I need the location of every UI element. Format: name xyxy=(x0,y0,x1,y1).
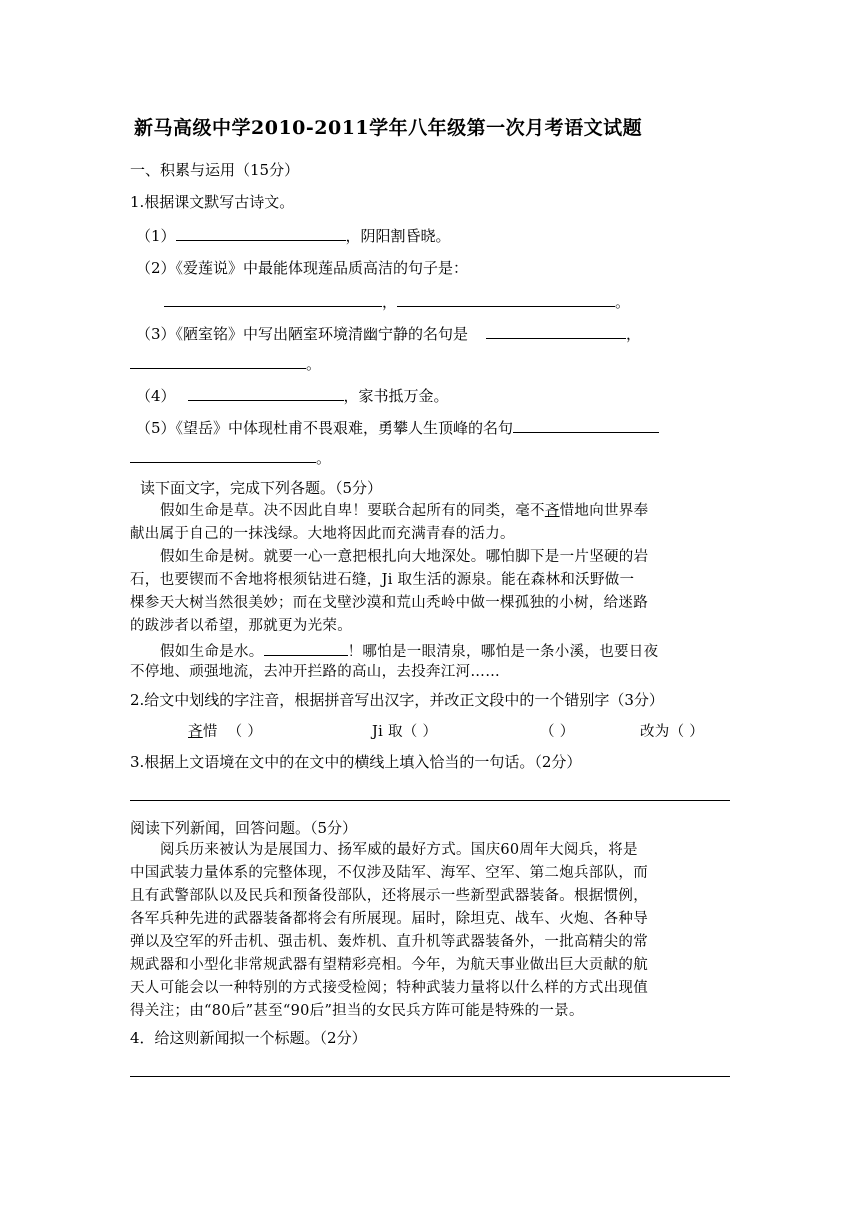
passage-line: 的跋涉者以希望，那就更为光荣。 xyxy=(130,618,352,634)
section-heading: 一、积累与运用（15分） xyxy=(130,161,300,179)
news-intro: 阅读下列新闻，回答问题。（5分） xyxy=(130,819,358,837)
news-line: 规武器和小型化非常规武器有望精彩亮相。今年，为航天事业做出巨大贡献的航 xyxy=(130,957,648,973)
answer-blank[interactable] xyxy=(513,416,659,433)
passage-line: 不停地、顽强地流，去冲开拦路的高山，去投奔江河…… xyxy=(130,664,500,680)
passage-line: 假如生命是树。就要一心一意把根扎向大地深处。哪怕脚下是一片坚硬的岩 xyxy=(160,549,649,565)
underlined-char: 吝 xyxy=(544,503,560,519)
q2-answer-b[interactable]: Ji 取（ ） xyxy=(372,724,438,740)
news-line: 各军兵种先进的武器装备都将会有所展现。届时，除坦克、战车、火炮、各种导 xyxy=(130,911,648,927)
exam-title: 新马高级中学2010-2011学年八年级第一次月考语文试题 xyxy=(134,117,643,139)
passage-line: 假如生命是草。决不因此自卑！要联合起所有的同类，毫不吝惜地向世界奉 xyxy=(160,503,649,519)
q1-item-2: （2）《爱莲说》中最能体现莲品质高洁的句子是： xyxy=(136,259,469,277)
q1-item-1: （1） ，阴阳割昏晓。 xyxy=(136,224,451,246)
q1-item-4: （4） ，家书抵万金。 xyxy=(136,384,449,406)
answer-blank[interactable] xyxy=(486,322,626,339)
news-line: 弹以及空军的歼击机、强击机、轰炸机、直升机等武器装备外，一批高精尖的常 xyxy=(130,934,648,950)
q1-item-2-blanks: ， 。 xyxy=(164,290,630,312)
question-1: 1.根据课文默写古诗文。 xyxy=(130,193,295,211)
news-line: 天人可能会以一种特别的方式接受检阅；特种武装力量将以什么样的方式出现值 xyxy=(130,980,648,996)
answer-line[interactable] xyxy=(130,800,730,801)
q2-answer-c[interactable]: （ ） xyxy=(540,724,575,740)
passage-line: 棵参天大树当然很美妙；而在戈壁沙漠和荒山秃岭中做一棵孤独的小树，给迷路 xyxy=(130,595,648,611)
answer-blank[interactable] xyxy=(130,352,306,369)
answer-blank[interactable] xyxy=(164,290,382,307)
q1-item-5-cont: 。 xyxy=(130,446,331,468)
answer-line[interactable] xyxy=(130,1076,730,1077)
news-line: 中国武装力量体系的完整体现，不仅涉及陆军、海军、空军、第二炮兵部队，而 xyxy=(130,865,648,881)
news-line: 阅兵历来被认为是展国力、扬军威的最好方式。国庆60周年大阅兵，将是 xyxy=(160,842,638,858)
q2-answer-d[interactable]: 改为（ ） xyxy=(640,724,705,740)
question-4: 4．给这则新闻拟一个标题。（2分） xyxy=(130,1029,367,1047)
reading-intro: 读下面文字，完成下列各题。（5分） xyxy=(140,479,383,497)
answer-blank[interactable] xyxy=(397,290,615,307)
passage-line: 献出属于自己的一抹浅绿。大地将因此而充满青春的活力。 xyxy=(130,526,515,542)
question-2: 2.给文中划线的字注音，根据拼音写出汉字，并改正文段中的一个错别字（3分） xyxy=(130,691,664,709)
question-3: 3.根据上文语境在文中的在文中的横线上填入恰当的一句话。（2分） xyxy=(130,753,582,771)
answer-blank[interactable] xyxy=(176,224,346,241)
news-line: 且有武警部队以及民兵和预备役部队，还将展示一些新型武器装备。根据惯例， xyxy=(130,888,648,904)
q1-item-3: （3）《陋室铭》中写出陋室环境清幽宁静的名句是 ， xyxy=(136,322,641,344)
q2-answer-a: 吝惜 （ ） xyxy=(188,724,263,740)
q1-item-5: （5）《望岳》中体现杜甫不畏艰难，勇攀人生顶峰的名句 xyxy=(136,416,659,438)
passage-line: 假如生命是水。 ！哪怕是一眼清泉，哪怕是一条小溪，也要日夜 xyxy=(160,639,658,662)
answer-blank[interactable] xyxy=(130,446,316,463)
answer-blank[interactable] xyxy=(188,384,344,401)
q1-item-3-cont: 。 xyxy=(130,352,321,374)
passage-line: 石，也要锲而不舍地将根须钻进石缝，Ji 取生活的源泉。能在森林和沃野做一 xyxy=(130,572,635,588)
answer-blank[interactable] xyxy=(264,639,348,656)
news-line: 得关注；由“80后”甚至“90后”担当的女民兵方阵可能是特殊的一景。 xyxy=(130,1003,584,1019)
